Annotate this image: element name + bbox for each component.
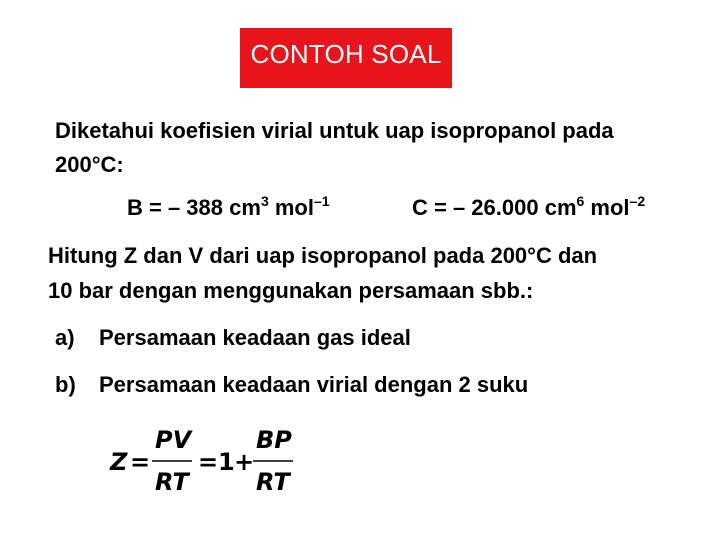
formula-numerator-1: PV: [155, 426, 192, 454]
coefficient-c: [412, 195, 645, 221]
formula-plus: +: [234, 448, 255, 476]
coefficient-c-unit: mol: [584, 195, 630, 220]
coefficient-c-text: C = – 26.000 cm: [412, 195, 577, 220]
coefficient-b-exp-2: –1: [313, 193, 330, 209]
list-item-label: a): [55, 325, 75, 350]
intro-line-1: Diketahui koefisien virial untuk uap isopropanol pada: [55, 118, 614, 143]
coefficient-c-exp-1: 6: [576, 193, 585, 209]
coefficient-c-exp-2: –2: [629, 193, 646, 209]
coefficient-b: [127, 195, 330, 221]
formula-one: 1: [218, 448, 235, 476]
coefficient-b-unit: mol: [268, 195, 314, 220]
coefficient-b-text: B = – 388 cm: [127, 195, 261, 220]
formula-denominator-1: RT: [155, 468, 189, 496]
formula-z: Z: [110, 448, 128, 476]
coefficient-b-exp-1: 3: [260, 193, 269, 209]
list-item-text: Persamaan keadaan virial dengan 2 suku: [99, 372, 529, 397]
list-item-label: b): [55, 372, 76, 397]
question-line-1: Hitung Z dan V dari uap isopropanol pada 200°C dan: [48, 243, 598, 268]
list-item: [55, 325, 411, 351]
title-banner: [240, 28, 452, 88]
formula-equals-1: =: [130, 448, 151, 476]
title-text: CONTOH SOAL: [250, 39, 442, 69]
question-line-2: 10 bar dengan menggunakan persamaan sbb.:: [48, 278, 534, 303]
formula-equals-2: =: [198, 448, 219, 476]
intro-line-2: 200°C:: [55, 152, 124, 177]
list-item-text: Persamaan keadaan gas ideal: [99, 325, 411, 350]
virial-equation: [108, 424, 308, 500]
formula-numerator-2: BP: [256, 426, 292, 454]
list-item: [55, 372, 528, 398]
formula-denominator-2: RT: [256, 468, 290, 496]
